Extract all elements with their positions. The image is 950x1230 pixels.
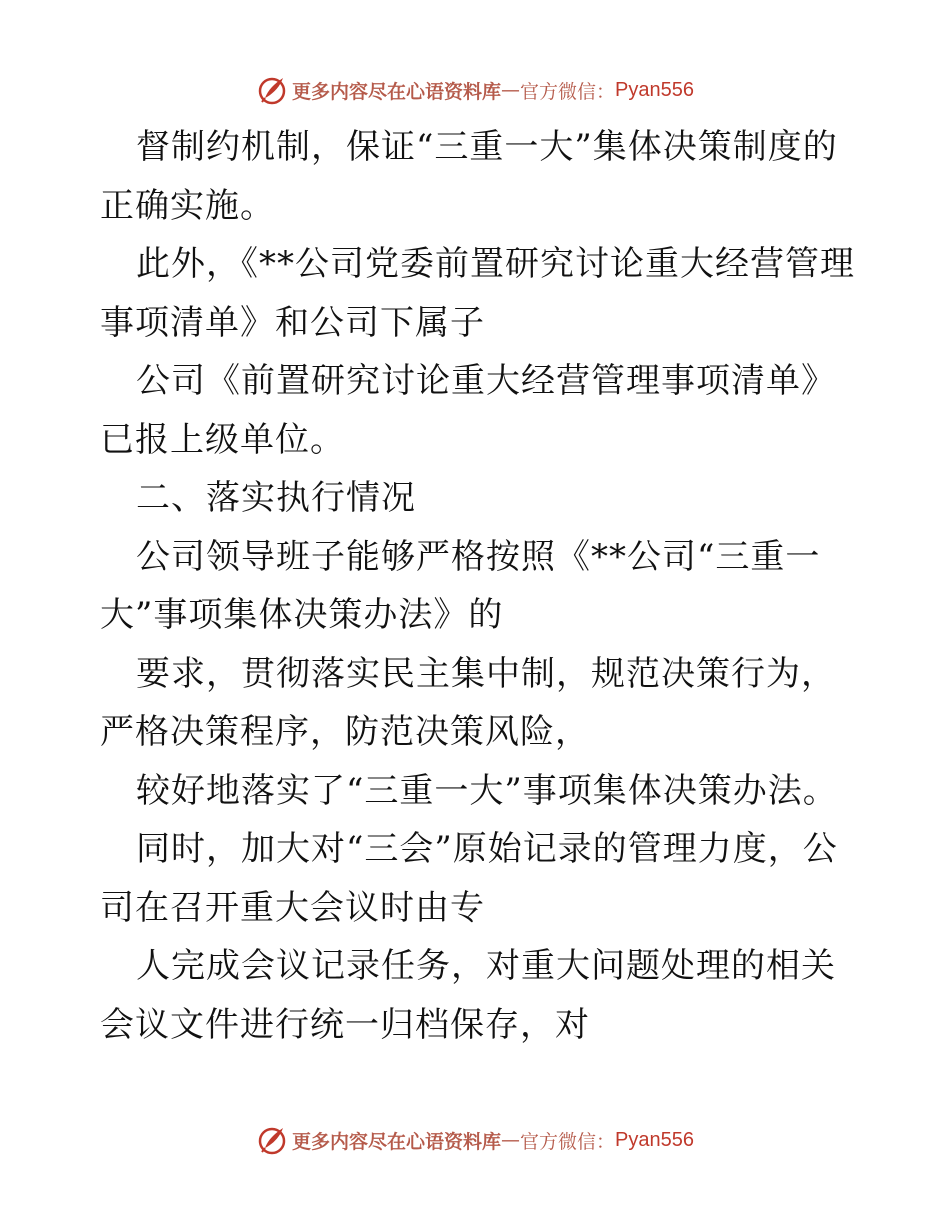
paragraph: 公司《前置研究讨论重大经营管理事项清单》已报上级单位。 bbox=[100, 361, 836, 460]
paragraph: 要求，贯彻落实民主集中制，规范决策行为，严格决策程序，防范决策风险， bbox=[100, 653, 836, 752]
paragraph: 督制约机制，保证“三重一大”集体决策制度的正确实施。 bbox=[100, 127, 838, 226]
paragraph: 人完成会议记录任务，对重大问题处理的相关会议文件进行统一归档保存，对 bbox=[100, 946, 836, 1045]
banner-wechat-label: 官方微信： bbox=[520, 1130, 616, 1153]
paragraph: 同时，加大对“三会”原始记录的管理力度，公司在召开重大会议时由专 bbox=[100, 829, 838, 928]
banner-lead-text: 更多内容尽在心语资料库 bbox=[292, 1130, 502, 1153]
quill-logo-icon bbox=[256, 74, 288, 106]
banner-lead-text: 更多内容尽在心语资料库 bbox=[292, 80, 502, 103]
quill-logo-icon bbox=[256, 1124, 288, 1156]
banner-wechat-label: 官方微信： bbox=[520, 80, 616, 103]
banner-wechat-id: Pyan556 bbox=[615, 1128, 694, 1151]
section-heading: 二、落实执行情况 bbox=[136, 478, 416, 518]
paragraph: 此外，《**公司党委前置研究讨论重大经营管理事项清单》和公司下属子 bbox=[100, 244, 855, 343]
header-watermark-banner bbox=[0, 70, 950, 110]
footer-watermark-banner bbox=[0, 1120, 950, 1160]
banner-dash: — bbox=[501, 79, 521, 101]
paragraph: 较好地落实了“三重一大”事项集体决策办法。 bbox=[136, 770, 838, 811]
document-body bbox=[100, 118, 860, 1054]
paragraph: 公司领导班子能够严格按照《**公司“三重一大”事项集体决策办法》的 bbox=[100, 536, 821, 635]
banner-wechat-id: Pyan556 bbox=[615, 78, 694, 101]
banner-dash: — bbox=[501, 1129, 521, 1151]
